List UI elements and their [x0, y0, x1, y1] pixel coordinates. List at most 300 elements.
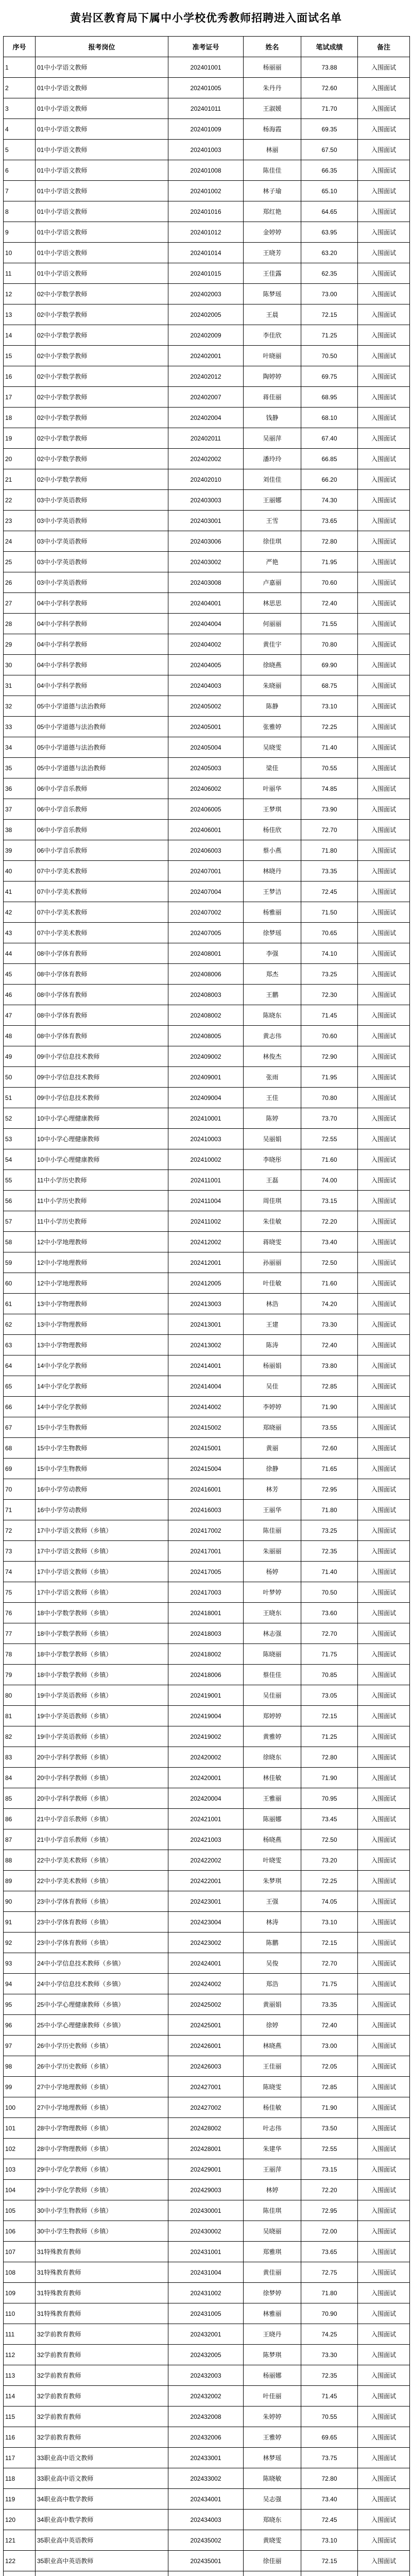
cell-name: 徐佳丽 [244, 2551, 301, 2571]
table-row [4, 696, 410, 717]
cell-exam-no: 202401015 [168, 263, 244, 284]
cell-name: 林思思 [244, 593, 301, 614]
cell-score: 70.90 [301, 2303, 358, 2324]
cell-score: 72.80 [301, 2468, 358, 2489]
cell-seq: 7 [4, 181, 36, 201]
cell-note: 入围面试 [358, 1953, 410, 1974]
cell-note: 入围面试 [358, 1376, 410, 1397]
cell-name: 金婷婷 [244, 222, 301, 243]
cell-name: 王晓芳 [244, 243, 301, 263]
header-note: 备注 [358, 37, 410, 57]
table-row [4, 1397, 410, 1417]
cell-seq: 96 [4, 2015, 36, 2036]
cell-position: 28中小学物理教师（乡镇） [36, 2139, 168, 2159]
cell-note: 入围面试 [358, 2324, 410, 2345]
cell-name: 杨佳敏 [244, 2097, 301, 2118]
cell-score: 73.65 [301, 511, 358, 531]
cell-note: 入围面试 [358, 840, 410, 861]
cell-score: 73.30 [301, 1314, 358, 1335]
cell-position: 02中小学数学教师 [36, 325, 168, 346]
cell-seq: 75 [4, 1582, 36, 1603]
cell-note: 入围面试 [358, 882, 410, 902]
cell-seq: 93 [4, 1953, 36, 1974]
cell-name: 梁佳 [244, 758, 301, 778]
cell-score: 72.30 [301, 985, 358, 1005]
cell-name: 徐梦瑶 [244, 923, 301, 943]
cell-note: 入围面试 [358, 2221, 410, 2242]
table-row [4, 552, 410, 572]
cell-note: 入围面试 [358, 2159, 410, 2180]
table-row [4, 985, 410, 1005]
cell-position: 17中小学语文教师（乡镇） [36, 1520, 168, 1541]
table-row [4, 263, 410, 284]
cell-note: 入围面试 [358, 1149, 410, 1170]
cell-note: 入围面试 [358, 1747, 410, 1768]
cell-seq: 27 [4, 593, 36, 614]
cell-note: 入围面试 [358, 1438, 410, 1459]
table-row [4, 1252, 410, 1273]
table-row [4, 2180, 410, 2200]
cell-seq: 5 [4, 140, 36, 160]
cell-name: 蔡佳佳 [244, 1665, 301, 1685]
cell-note: 入围面试 [358, 346, 410, 366]
cell-note: 入围面试 [358, 531, 410, 552]
cell-position: 01中小学语文教师 [36, 140, 168, 160]
cell-seq: 67 [4, 1417, 36, 1438]
cell-name: 徐婷 [244, 2015, 301, 2036]
cell-position: 13中小学物理教师 [36, 1335, 168, 1355]
cell-score: 74.25 [301, 2324, 358, 2345]
cell-score: 70.60 [301, 1026, 358, 1046]
table-row [4, 2530, 410, 2551]
cell-seq: 17 [4, 387, 36, 408]
cell-note: 入围面试 [358, 675, 410, 696]
table-row [4, 2118, 410, 2139]
table-row [4, 1294, 410, 1314]
cell-name: 林丽 [244, 140, 301, 160]
table-row [4, 717, 410, 737]
cell-name: 卢嘉丽 [244, 572, 301, 593]
cell-score: 74.05 [301, 1891, 358, 1912]
cell-score: 70.95 [301, 1788, 358, 1809]
cell-position: 31特殊教育教师 [36, 2262, 168, 2283]
cell-name: 郑杰 [244, 964, 301, 985]
cell-exam-no: 202406001 [168, 820, 244, 840]
cell-seq: 91 [4, 1912, 36, 1933]
cell-position: 02中小学数学教师 [36, 449, 168, 469]
cell-exam-no: 202432005 [168, 2345, 244, 2365]
cell-note: 入围面试 [358, 985, 410, 1005]
cell-seq: 65 [4, 1376, 36, 1397]
cell-exam-no: 202409002 [168, 1046, 244, 1067]
cell-score: 72.25 [301, 1871, 358, 1891]
cell-exam-no: 202401011 [168, 98, 244, 119]
cell-exam-no: 202402009 [168, 325, 244, 346]
table-row [4, 2427, 410, 2448]
table-row [4, 1933, 410, 1953]
table-row [4, 346, 410, 366]
cell-position: 10中小学心理健康教师 [36, 1149, 168, 1170]
cell-name: 林涛 [244, 1912, 301, 1933]
cell-seq: 92 [4, 1933, 36, 1953]
cell-score: 72.40 [301, 593, 358, 614]
cell-score: 72.40 [301, 2015, 358, 2036]
cell-position: 11中小学历史教师 [36, 1170, 168, 1191]
cell-note: 入围面试 [358, 1170, 410, 1191]
cell-note: 入围面试 [358, 1603, 410, 1623]
cell-name: 叶佳丽 [244, 2386, 301, 2406]
cell-seq: 82 [4, 1726, 36, 1747]
cell-seq: 2 [4, 78, 36, 98]
cell-name: 陈晓东 [244, 1005, 301, 1026]
cell-exam-no: 202431005 [168, 2303, 244, 2324]
cell-seq: 80 [4, 1685, 36, 1706]
cell-note: 入围面试 [358, 490, 410, 511]
cell-score: 74.10 [301, 943, 358, 964]
cell-name: 林婷 [244, 2180, 301, 2200]
cell-name: 叶佳敏 [244, 1273, 301, 1294]
cell-exam-no: 202418002 [168, 1644, 244, 1665]
cell-note: 入围面试 [358, 304, 410, 325]
cell-exam-no: 202414002 [168, 1397, 244, 1417]
cell-seq: 33 [4, 717, 36, 737]
table-row [4, 243, 410, 263]
cell-note: 入围面试 [358, 2036, 410, 2056]
table-row [4, 428, 410, 449]
cell-score: 72.55 [301, 1129, 358, 1149]
cell-name: 蔡小燕 [244, 840, 301, 861]
cell-note: 入围面试 [358, 1459, 410, 1479]
cell-seq: 89 [4, 1871, 36, 1891]
cell-position: 14中小学化学教师 [36, 1376, 168, 1397]
cell-score: 66.85 [301, 449, 358, 469]
cell-seq: 26 [4, 572, 36, 593]
cell-position: 30中小学生物教师（乡镇） [36, 2200, 168, 2221]
table-header-row [4, 37, 410, 57]
table-row [4, 1974, 410, 1994]
cell-seq: 14 [4, 325, 36, 346]
cell-exam-no: 202401014 [168, 243, 244, 263]
cell-seq: 66 [4, 1397, 36, 1417]
cell-name: 徐晓东 [244, 1747, 301, 1768]
cell-exam-no: 202403003 [168, 490, 244, 511]
cell-exam-no: 202415004 [168, 1459, 244, 1479]
cell-exam-no: 202421001 [168, 1809, 244, 1829]
cell-name: 杨婷 [244, 1562, 301, 1582]
cell-note: 入围面试 [358, 1829, 410, 1850]
cell-name: 陈梦琪 [244, 2345, 301, 2365]
cell-position: 04中小学科学教师 [36, 675, 168, 696]
cell-position: 31特殊教育教师 [36, 2303, 168, 2324]
cell-note: 入围面试 [358, 2345, 410, 2365]
table-row [4, 2489, 410, 2510]
cell-position: 03中小学英语教师 [36, 490, 168, 511]
cell-position: 04中小学科学教师 [36, 655, 168, 675]
cell-score: 70.50 [301, 1582, 358, 1603]
cell-name: 陈涛 [244, 1335, 301, 1355]
table-row [4, 737, 410, 758]
cell-score: 72.20 [301, 1211, 358, 1232]
cell-seq: 101 [4, 2118, 36, 2139]
cell-note: 入围面试 [358, 593, 410, 614]
cell-name: 李佳欣 [244, 325, 301, 346]
cell-position: 05中小学道德与法治教师 [36, 717, 168, 737]
cell-exam-no: 202431001 [168, 2242, 244, 2262]
cell-seq: 28 [4, 614, 36, 634]
cell-exam-no: 202419002 [168, 1726, 244, 1747]
cell-note: 入围面试 [358, 1726, 410, 1747]
cell-note: 入围面试 [358, 1974, 410, 1994]
cell-note: 入围面试 [358, 160, 410, 181]
cell-name: 郑浩 [244, 1974, 301, 1994]
cell-name: 何丽丽 [244, 614, 301, 634]
cell-note: 入围面试 [358, 1541, 410, 1562]
cell-exam-no: 202403002 [168, 552, 244, 572]
cell-note: 入围面试 [358, 1026, 410, 1046]
cell-name: 杨雅丽 [244, 902, 301, 923]
cell-seq: 55 [4, 1170, 36, 1191]
cell-exam-no: 202404004 [168, 614, 244, 634]
table-row [4, 1129, 410, 1149]
cell-exam-no: 202409004 [168, 1088, 244, 1108]
cell-name: 黄丽娟 [244, 1994, 301, 2015]
cell-position: 21中小学音乐教师（乡镇） [36, 1809, 168, 1829]
cell-exam-no: 202411002 [168, 1211, 244, 1232]
cell-position: 01中小学语文教师 [36, 160, 168, 181]
table-row [4, 2036, 410, 2056]
table-row [4, 1726, 410, 1747]
cell-name: 孙丽丽 [244, 1252, 301, 1273]
table-row [4, 2097, 410, 2118]
cell-score: 72.75 [301, 2262, 358, 2283]
cell-position: 27中小学地理教师（乡镇） [36, 2097, 168, 2118]
cell-name: 王雅丽 [244, 1788, 301, 1809]
cell-note: 入围面试 [358, 201, 410, 222]
cell-note: 入围面试 [358, 1891, 410, 1912]
table-row [4, 1355, 410, 1376]
cell-score: 70.55 [301, 2406, 358, 2427]
cell-exam-no: 202407002 [168, 902, 244, 923]
cell-score: 73.45 [301, 1809, 358, 1829]
cell-position: 27中小学地理教师（乡镇） [36, 2077, 168, 2097]
cell-name: 陈晓雯 [244, 2077, 301, 2097]
cell-seq: 98 [4, 2056, 36, 2077]
cell-score [301, 2571, 358, 2576]
table-row [4, 57, 410, 78]
cell-exam-no: 202402012 [168, 366, 244, 387]
cell-name: 王淑媛 [244, 98, 301, 119]
cell-note: 入围面试 [358, 1706, 410, 1726]
table-row [4, 2159, 410, 2180]
cell-exam-no: 202402005 [168, 304, 244, 325]
cell-note: 入围面试 [358, 696, 410, 717]
cell-note: 入围面试 [358, 737, 410, 758]
cell-note: 入围面试 [358, 181, 410, 201]
cell-position: 06中小学音乐教师 [36, 820, 168, 840]
cell-note: 入围面试 [358, 758, 410, 778]
cell-name: 叶梦婷 [244, 1582, 301, 1603]
cell-note: 入围面试 [358, 1685, 410, 1706]
cell-position: 25中小学心理健康教师（乡镇） [36, 1994, 168, 2015]
cell-note: 入围面试 [358, 2303, 410, 2324]
cell-note: 入围面试 [358, 799, 410, 820]
cell-exam-no: 202410001 [168, 1108, 244, 1129]
cell-seq: 3 [4, 98, 36, 119]
cell-exam-no: 202402001 [168, 346, 244, 366]
cell-position: 32学前教育教师 [36, 2406, 168, 2427]
cell-score: 71.60 [301, 1149, 358, 1170]
cell-position: 20中小学科学教师（乡镇） [36, 1788, 168, 1809]
cell-exam-no: 202401002 [168, 181, 244, 201]
cell-score: 72.60 [301, 78, 358, 98]
cell-seq: 61 [4, 1294, 36, 1314]
cell-position: 01中小学语文教师 [36, 201, 168, 222]
cell-seq: 48 [4, 1026, 36, 1046]
table-row [4, 1149, 410, 1170]
cell-position: 23中小学体育教师（乡镇） [36, 1912, 168, 1933]
cell-position: 06中小学音乐教师 [36, 778, 168, 799]
cell-name: 王建 [244, 1314, 301, 1335]
cell-note: 入围面试 [358, 2468, 410, 2489]
cell-score: 70.80 [301, 1088, 358, 1108]
cell-name: 杨晓燕 [244, 1829, 301, 1850]
cell-note: 入围面试 [358, 1252, 410, 1273]
cell-note: 入围面试 [358, 2139, 410, 2159]
cell-score: 72.70 [301, 1623, 358, 1644]
table-row [4, 98, 410, 119]
cell-seq: 30 [4, 655, 36, 675]
cell-seq: 106 [4, 2221, 36, 2242]
table-row [4, 2221, 410, 2242]
table-row [4, 675, 410, 696]
cell-seq: 56 [4, 1191, 36, 1211]
cell-exam-no: 202405003 [168, 758, 244, 778]
cell-score: 69.35 [301, 119, 358, 140]
cell-score: 72.95 [301, 2200, 358, 2221]
cell-score: 71.45 [301, 2386, 358, 2406]
cell-exam-no: 202415001 [168, 1438, 244, 1459]
table-row [4, 820, 410, 840]
cell-exam-no: 202404001 [168, 593, 244, 614]
table-row [4, 2468, 410, 2489]
cell-position: 09中小学信息技术教师 [36, 1046, 168, 1067]
cell-name: 王雅婷 [244, 2427, 301, 2448]
cell-exam-no: 202417003 [168, 1582, 244, 1603]
cell-name: 王鹏 [244, 985, 301, 1005]
table-row [4, 2448, 410, 2468]
cell-seq: 58 [4, 1232, 36, 1252]
cell-name: 周佳琪 [244, 1191, 301, 1211]
cell-exam-no: 202421003 [168, 1829, 244, 1850]
cell-exam-no: 202431004 [168, 2262, 244, 2283]
cell-seq: 104 [4, 2180, 36, 2200]
table-row [4, 201, 410, 222]
cell-name: 陈佳丽 [244, 1520, 301, 1541]
cell-name: 叶晓丽 [244, 346, 301, 366]
cell-seq: 79 [4, 1665, 36, 1685]
cell-exam-no: 202406002 [168, 778, 244, 799]
cell-name: 吴晓雯 [244, 737, 301, 758]
cell-name: 蒋佳丽 [244, 387, 301, 408]
document-title: 黄岩区教育局下属中小学校优秀教师招聘进入面试名单 [70, 12, 342, 24]
cell-seq: 74 [4, 1562, 36, 1582]
cell-exam-no: 202417002 [168, 1520, 244, 1541]
table-row [4, 1459, 410, 1479]
table-row [4, 1685, 410, 1706]
cell-position: 01中小学语文教师 [36, 57, 168, 78]
cell-score: 70.55 [301, 758, 358, 778]
cell-exam-no: 202434003 [168, 2510, 244, 2530]
cell-position: 15中小学生物教师 [36, 1417, 168, 1438]
cell-score: 72.00 [301, 2221, 358, 2242]
cell-score: 69.90 [301, 655, 358, 675]
cell-position: 35职业高中英语教师 [36, 2530, 168, 2551]
cell-position: 20中小学科学教师（乡镇） [36, 1747, 168, 1768]
cell-exam-no: 202402007 [168, 387, 244, 408]
cell-note: 入围面试 [358, 2077, 410, 2097]
cell-name: 王佳露 [244, 263, 301, 284]
cell-position: 03中小学英语教师 [36, 552, 168, 572]
cell-exam-no: 202420001 [168, 1768, 244, 1788]
cell-name: 林志强 [244, 1623, 301, 1644]
cell-position: 17中小学语文教师（乡镇） [36, 1562, 168, 1582]
cell-position: 32学前教育教师 [36, 2324, 168, 2345]
cell-note: 入围面试 [358, 1211, 410, 1232]
cell-exam-no: 202402002 [168, 449, 244, 469]
cell-exam-no: 202402004 [168, 408, 244, 428]
table-row [4, 1232, 410, 1252]
header-exam-no: 准考证号 [168, 37, 244, 57]
cell-position: 10中小学心理健康教师 [36, 1108, 168, 1129]
cell-exam-no: 202414001 [168, 1355, 244, 1376]
cell-position: 25中小学心理健康教师（乡镇） [36, 2015, 168, 2036]
cell-score: 71.80 [301, 2283, 358, 2303]
cell-position: 13中小学物理教师 [36, 1294, 168, 1314]
cell-note: 入围面试 [358, 1500, 410, 1520]
cell-seq: 32 [4, 696, 36, 717]
cell-seq: 46 [4, 985, 36, 1005]
cell-seq: 84 [4, 1768, 36, 1788]
cell-note: 入围面试 [358, 57, 410, 78]
table-row [4, 902, 410, 923]
cell-score: 73.20 [301, 1850, 358, 1871]
cell-position: 05中小学道德与法治教师 [36, 696, 168, 717]
cell-exam-no: 202432001 [168, 2324, 244, 2345]
cell-exam-no: 202433002 [168, 2468, 244, 2489]
cell-name: 黄晓雯 [244, 2530, 301, 2551]
cell-note: 入围面试 [358, 1067, 410, 1088]
cell-score: 72.60 [301, 1438, 358, 1459]
cell-name: 王晨 [244, 304, 301, 325]
cell-score: 72.90 [301, 1046, 358, 1067]
cell-name: 潘玲玲 [244, 449, 301, 469]
cell-note: 入围面试 [358, 1397, 410, 1417]
cell-note: 入围面试 [358, 449, 410, 469]
cell-seq: 81 [4, 1706, 36, 1726]
cell-note: 入围面试 [358, 1520, 410, 1541]
cell-seq: 6 [4, 160, 36, 181]
cell-note: 入围面试 [358, 1129, 410, 1149]
table-row [4, 284, 410, 304]
cell-name: 林芳 [244, 1479, 301, 1500]
cell-name: 林晓燕 [244, 2036, 301, 2056]
table-row [4, 1582, 410, 1603]
cell-exam-no: 202430001 [168, 2200, 244, 2221]
cell-name: 郑晓丽 [244, 1417, 301, 1438]
cell-seq: 119 [4, 2489, 36, 2510]
cell-name: 郑晓东 [244, 2510, 301, 2530]
cell-seq: 41 [4, 882, 36, 902]
